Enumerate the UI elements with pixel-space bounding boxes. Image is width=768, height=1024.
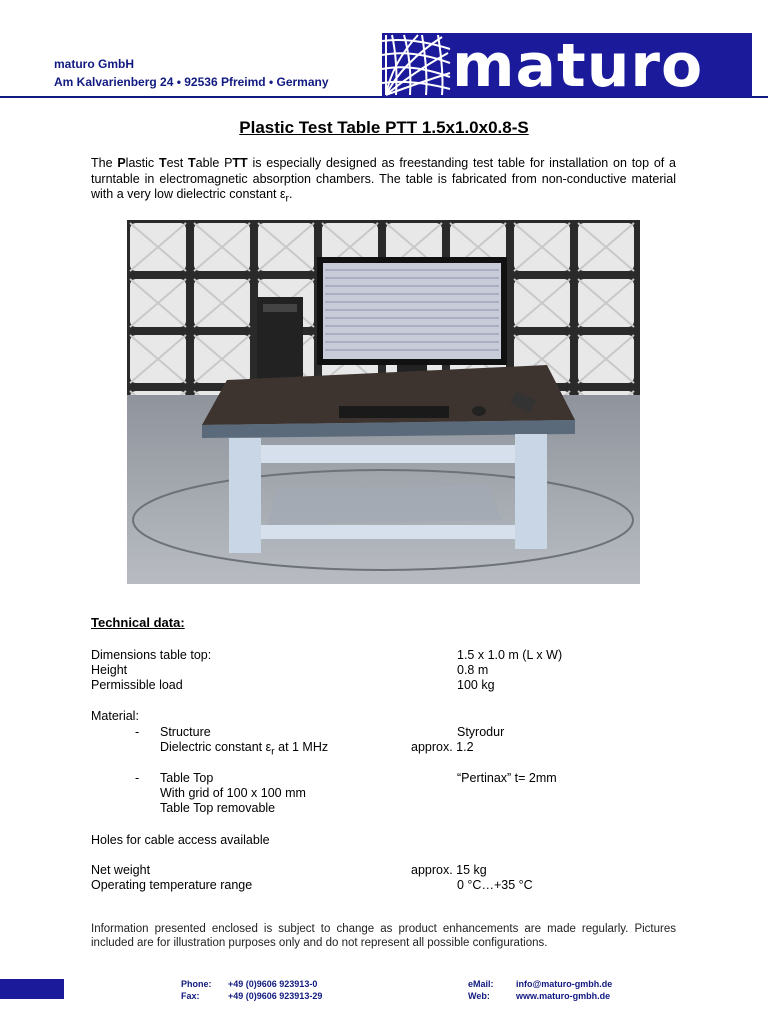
dimensions-value: 1.5 x 1.0 m (L x W)	[457, 648, 563, 662]
product-photo	[127, 220, 640, 584]
phone-label: Phone:	[181, 979, 212, 989]
dimensions-label: Dimensions table top:	[91, 648, 212, 662]
fax-value: +49 (0)9606 923913-29	[228, 991, 323, 1001]
web-link[interactable]: www.maturo-gmbh.de	[516, 991, 611, 1001]
intro-text: able P	[195, 156, 233, 170]
intro-text: is especially designed as freestanding test table for installation on top of a turntable in electromagnetic absorption chambers. The table is fabricated from non-conductive material with a very low dielectric constant ε	[91, 156, 676, 201]
dielectric-label-text: at 1 MHz	[274, 740, 329, 754]
list-dash: -	[135, 725, 140, 739]
keyboard	[339, 406, 449, 418]
removable-label: Table Top removable	[160, 801, 276, 815]
tabletop-value: “Pertinax” t= 2mm	[457, 771, 557, 785]
document-title: Plastic Test Table PTT 1.5x1.0x0.8-S	[239, 118, 529, 137]
height-label: Height	[91, 663, 128, 677]
footer-accent-bar	[0, 979, 64, 999]
weight-label: Net weight	[91, 863, 151, 877]
dielectric-label	[160, 740, 328, 760]
maturo-logo	[382, 33, 752, 97]
technical-data-heading: Technical data:	[91, 615, 185, 630]
intro-paragraph	[91, 156, 676, 207]
table-leg	[515, 434, 547, 549]
load-value: 100 kg	[457, 678, 495, 692]
web-label: Web:	[468, 991, 490, 1001]
material-label: Material:	[91, 709, 139, 723]
structure-value: Styrodur	[457, 725, 505, 739]
intro-text: .	[289, 187, 293, 201]
weight-value: approx. 15 kg	[411, 863, 487, 877]
company-name: maturo GmbH	[54, 57, 135, 71]
company-address: Am Kalvarienberg 24 • 92536 Pfreimd • Germany	[54, 75, 329, 89]
intro-text: The	[91, 156, 118, 170]
phone-value: +49 (0)9606 923913-0	[228, 979, 318, 989]
intro-bold: P	[117, 156, 126, 170]
fax-label: Fax:	[181, 991, 200, 1001]
dielectric-label-text: Dielectric constant ε	[160, 740, 272, 754]
holes-label: Holes for cable access available	[91, 833, 270, 847]
intro-text: est	[166, 156, 189, 170]
grid-label: With grid of 100 x 100 mm	[160, 786, 306, 800]
height-value: 0.8 m	[457, 663, 489, 677]
email-link[interactable]: info@maturo-gmbh.de	[516, 979, 613, 989]
temperature-label: Operating temperature range	[91, 878, 253, 892]
email-label: eMail:	[468, 979, 494, 989]
list-dash: -	[135, 771, 140, 785]
dielectric-value: approx. 1.2	[411, 740, 474, 754]
temperature-value: 0 °C…+35 °C	[457, 878, 533, 892]
logo-wordmark: maturo	[452, 33, 704, 97]
structure-label: Structure	[160, 725, 211, 739]
intro-bold: TT	[232, 156, 248, 170]
disclaimer: Information presented enclosed is subject to change as product enhancements are made regularly. Pictures included are for illustration purposes only and do not represent all possible configurations.	[91, 923, 676, 949]
tabletop-label: Table Top	[160, 771, 214, 785]
dielectric-subscript: r	[271, 746, 275, 758]
intro-text: lastic	[125, 156, 159, 170]
table-leg	[229, 438, 261, 553]
load-label: Permissible load	[91, 678, 183, 692]
intro-subscript: r	[285, 193, 290, 205]
mouse	[472, 406, 486, 416]
intro-bold: T	[188, 156, 196, 170]
logo-mesh-icon	[382, 33, 452, 97]
intro-bold: T	[158, 156, 167, 170]
